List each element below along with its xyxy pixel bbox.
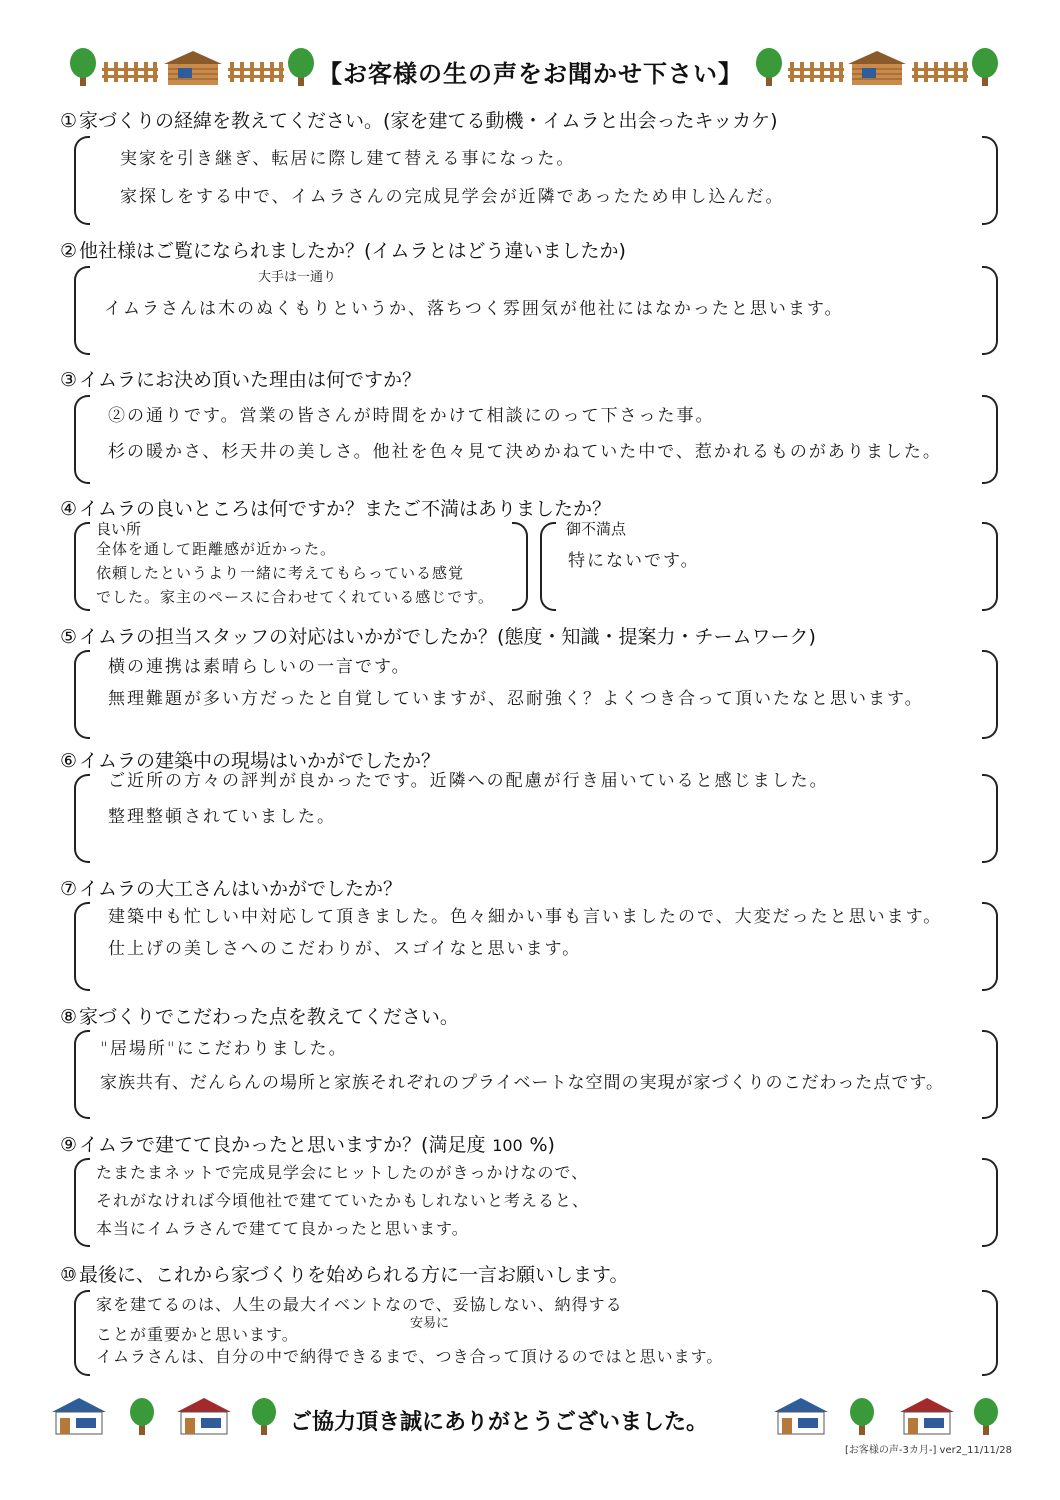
question-text: イムラで建てて良かったと思いますか？(満足度 <box>79 1134 486 1156</box>
answer-line: たまたまネットで完成見学会にヒットしたのがきっかけなので、 <box>96 1163 589 1182</box>
question-number: ② <box>60 240 78 262</box>
tree-icon <box>286 46 316 88</box>
bracket-left <box>74 395 90 484</box>
bracket-right <box>982 902 998 991</box>
bracket-left <box>74 1290 90 1376</box>
tree-icon <box>128 1396 156 1436</box>
fence-icon <box>102 62 158 82</box>
question-text-suffix: %) <box>529 1134 555 1156</box>
answer-line: 家を建てるのは、人生の最大イベントなので、妥協しない、納得する <box>96 1295 623 1314</box>
bracket-left <box>540 522 556 611</box>
log-house-icon <box>846 50 908 86</box>
question-text: イムラの大工さんはいかがでしたか？ <box>79 878 403 900</box>
question-title <box>60 236 626 263</box>
tree-icon <box>250 1396 278 1436</box>
handwritten-note: 大手は一通り <box>258 270 337 285</box>
thanks-message: ご協力頂き誠にありがとうございました。 <box>290 1410 709 1435</box>
house-red-roof-icon <box>898 1396 956 1436</box>
question-text: 他社様はご覧になられましたか？(イムラとはどう違いましたか) <box>79 240 626 262</box>
question-number: ⑩ <box>60 1264 78 1286</box>
house-blue-roof-icon <box>772 1396 830 1436</box>
question-number: ④ <box>60 498 78 520</box>
answer-line: でした。家主のペースに合わせてくれている感じです。 <box>96 588 495 606</box>
question-6 <box>60 746 1020 866</box>
question-text: 最後に、これから家づくりを始められる方に一言お願いします。 <box>79 1264 629 1286</box>
question-4 <box>60 494 1020 614</box>
answer-line: 家探しをする中で、イムラさんの完成見学会が近隣であったため申し込んだ。 <box>120 187 785 207</box>
question-number: ③ <box>60 369 78 391</box>
answer-line: 整理整頓されていました。 <box>108 807 336 827</box>
question-title <box>60 874 402 901</box>
bracket-right <box>982 136 998 225</box>
answer-line: イムラさんは、自分の中で納得できるまで、つき合って頂けるのではと思います。 <box>96 1347 724 1366</box>
question-title <box>60 106 778 133</box>
bracket-right <box>982 1290 998 1376</box>
answer-line: 特にないです。 <box>568 551 700 571</box>
tree-icon <box>68 46 98 88</box>
question-number: ⑧ <box>60 1006 78 1028</box>
answer-line: 横の連携は素晴らしいの一言です。 <box>108 657 411 677</box>
question-10 <box>60 1260 1020 1385</box>
bracket-right <box>982 774 998 863</box>
page-title: 【お客様の生の声をお聞かせ下さい】 <box>318 60 743 88</box>
question-text: イムラにお決め頂いた理由は何ですか？ <box>79 369 422 391</box>
answer-line: 実家を引き継ぎ、転居に際し建て替える事になった。 <box>120 149 576 169</box>
tree-icon <box>754 46 784 88</box>
bracket-left <box>74 136 90 225</box>
answer-line: それがなければ今頃他社で建てていたかもしれないと考えると、 <box>96 1191 590 1210</box>
question-title <box>60 622 816 649</box>
tree-icon <box>848 1396 876 1436</box>
bracket-right <box>982 395 998 484</box>
bracket-right <box>982 1030 998 1119</box>
fence-icon <box>228 62 284 82</box>
question-number: ⑨ <box>60 1134 78 1156</box>
bracket-left <box>74 774 90 863</box>
answer-line: ご近所の方々の評判が良かったです。近隣への配慮が行き届いていると感じました。 <box>108 771 829 791</box>
fence-icon <box>912 62 968 82</box>
satisfaction-value: 100 <box>492 1136 523 1155</box>
good-points-label: 良い所 <box>96 520 142 538</box>
question-text: 家づくりでこだわった点を教えてください。 <box>79 1006 459 1028</box>
header <box>0 40 1060 100</box>
answer-line: 杉の暖かさ、杉天井の美しさ。他社を色々見て決めかねていた中で、惹かれるものがありました。 <box>108 442 942 462</box>
bracket-left <box>74 650 90 739</box>
answer-line: 無理難題が多い方だったと自覚していますが、忍耐強く？よくつき合って頂いたなと思います。 <box>108 689 924 709</box>
bracket-left <box>74 1158 90 1247</box>
question-title <box>60 1260 629 1287</box>
log-house-icon <box>162 50 224 86</box>
answer-line: ことが重要かと思います。 <box>96 1325 299 1344</box>
question-9 <box>60 1130 1020 1250</box>
question-title <box>60 1130 555 1157</box>
bracket-left <box>74 522 90 611</box>
question-2 <box>60 236 1020 361</box>
complaints-label: 御不満点 <box>566 520 627 538</box>
question-title <box>60 494 611 521</box>
house-red-roof-icon <box>175 1396 233 1436</box>
bracket-left <box>74 266 90 355</box>
form-version: [お客様の声-3カ月-] ver2_11/11/28 <box>845 1445 1013 1456</box>
question-7 <box>60 874 1020 994</box>
bracket-right <box>982 650 998 739</box>
answer-line: 本当にイムラさんで建てて良かったと思います。 <box>96 1219 469 1238</box>
question-1 <box>60 106 1020 231</box>
question-text: イムラの担当スタッフの対応はいかがでしたか？(態度・知識・提案力・チームワーク) <box>79 626 816 648</box>
fence-icon <box>788 62 844 82</box>
question-8 <box>60 1002 1020 1122</box>
answer-line: 仕上げの美しさへのこだわりが、スゴイなと思います。 <box>108 939 582 959</box>
bracket-right <box>982 522 998 611</box>
answer-line: ②の通りです。営業の皆さんが時間をかけて相談にのって下さった事。 <box>108 406 715 426</box>
question-number: ⑦ <box>60 878 78 900</box>
question-text: イムラの良いところは何ですか？またご不満はありましたか？ <box>79 498 612 520</box>
bracket-left <box>74 902 90 991</box>
question-number: ⑤ <box>60 626 78 648</box>
bracket-right <box>982 1158 998 1247</box>
handwritten-note: 安易に <box>410 1316 450 1331</box>
question-3 <box>60 365 1020 490</box>
answer-line: "居場所"にこだわりました。 <box>100 1039 348 1059</box>
question-number: ⑥ <box>60 750 78 772</box>
answer-line: 全体を通して距離感が近かった。 <box>96 540 337 558</box>
tree-icon <box>972 1396 1000 1436</box>
question-number: ① <box>60 110 78 132</box>
answer-line: 依頼したというより一緒に考えてもらっている感覚 <box>96 564 465 582</box>
answer-line: イムラさんは木のぬくもりというか、落ちつく雰囲気が他社にはなかったと思います。 <box>104 299 844 319</box>
bracket-left <box>74 1030 90 1119</box>
question-title <box>60 1002 459 1029</box>
question-text: 家づくりの経緯を教えてください。(家を建てる動機・イムラと出会ったキッカケ) <box>79 110 778 132</box>
answer-line: 家族共有、だんらんの場所と家族それぞれのプライベートな空間の実現が家づくりのこだわった点です。 <box>100 1073 944 1093</box>
question-5 <box>60 622 1020 742</box>
answer-line: 建築中も忙しい中対応して頂きました。色々細かい事も言いましたので、大変だったと思います。 <box>108 907 943 927</box>
question-title <box>60 365 421 392</box>
tree-icon <box>970 46 1000 88</box>
question-text: イムラの建築中の現場はいかがでしたか？ <box>79 750 441 772</box>
bracket-right <box>982 266 998 355</box>
house-blue-roof-icon <box>50 1396 108 1436</box>
bracket-right <box>512 522 528 611</box>
